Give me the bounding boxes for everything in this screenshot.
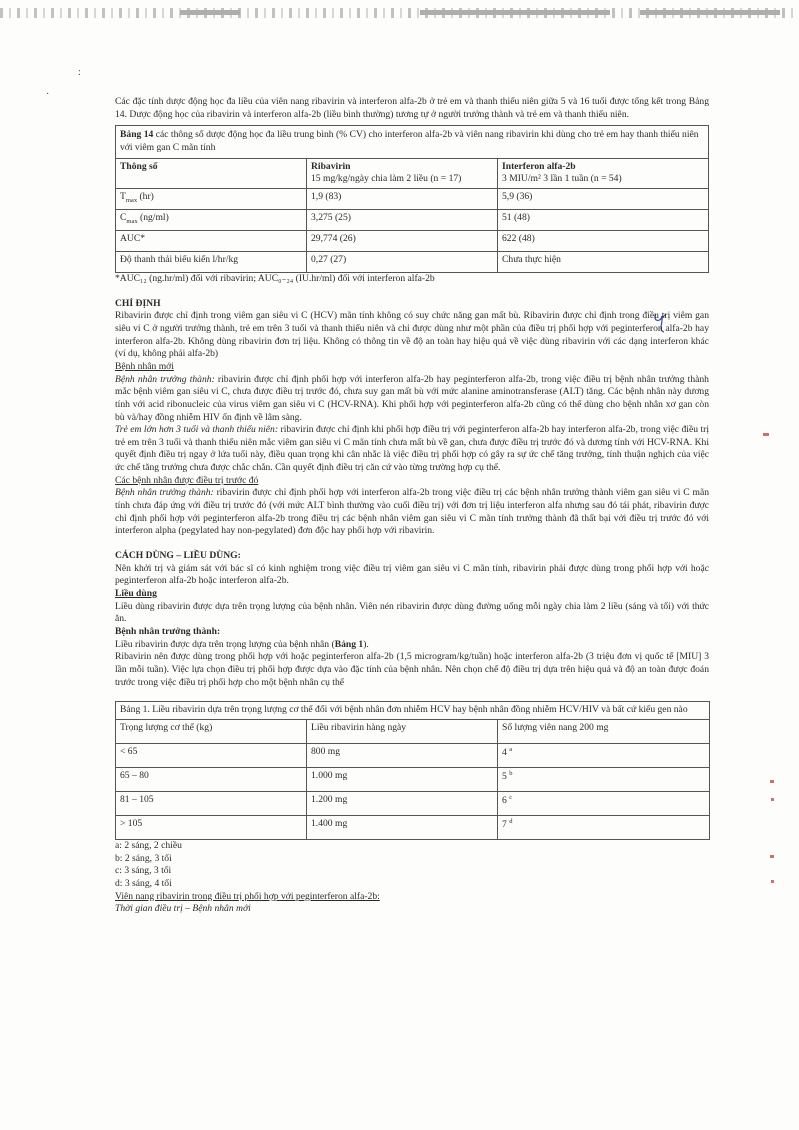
table-row: 65 – 80 1.000 mg 5 $^b$: [116, 767, 710, 791]
margin-mark: [763, 433, 769, 436]
paragraph: Bệnh nhân trưởng thành: ribavirin được chỉ định phối hợp với interferon alfa-2b trong việc điều trị các bệnh nhân trưởng thành viêm gan siêu vi C mãn tính chưa đáp ứng với điều trị trước đó (với mức ALT bình thường vào cuối điều trị) với đơn trị liệu interferon alfa nhưng sau đó tái phát, ribavirin được chỉ định phối hợp với peginterferon alfa-2b trong điều trị các bệnh nhân viêm gan siêu vi C mãn tính trưởng thành đã thất bại với điều trị trước đó với interferon alpha (pegylated hay non-pegylated) đơn độc hay phối hợp với ribavirin.: [115, 487, 709, 537]
table-1-note: a: 2 sáng, 2 chiều: [115, 839, 182, 851]
table-1-note: b: 2 sáng, 3 tối: [115, 852, 172, 864]
subheading: Bệnh nhân trưởng thành:: [115, 626, 221, 637]
subheading: Bệnh nhân mới: [115, 360, 174, 372]
scan-speck: :: [78, 67, 81, 78]
table-row: > 105 1.400 mg 7 $^d$: [116, 815, 710, 839]
scan-artifact-top: [0, 8, 799, 18]
paragraph: Ribavirin được chỉ định trong viêm gan siêu vi C (HCV) mãn tính không có suy chức năng gan mất bù. Ribavirin được chỉ định trong điều trị viêm gan siêu vi C ở người trưởng thành, trẻ em trên 3 tuổi và thanh thiếu niên và chỉ được dùng như một phần của điều trị phối hợp với peginterferon alfa-2b hay interferon alfa-2b. Không dùng ribavirin đơn trị liệu. Không có thông tin về độ an toàn hay hiệu quả về việc dùng ribavirin với các dạng interferon khác (ví dụ, không phải alfa-2b): [115, 310, 709, 360]
table-1: [115, 701, 710, 840]
scan-speck: ·: [46, 89, 50, 100]
table-1-note: c: 3 sáng, 3 tối: [115, 865, 172, 877]
subheading: Liều dùng: [115, 588, 157, 600]
document-page: [115, 96, 709, 916]
margin-mark: [771, 798, 774, 801]
table-14: [115, 125, 709, 273]
paragraph: Liều dùng ribavirin được dựa trên trọng lượng của bệnh nhân. Viên nén ribavirin được dùng đường uống mỗi ngày chia làm 2 liều (sáng và tối) với thức ăn.: [115, 600, 709, 625]
section-heading-chi-dinh: CHỈ ĐỊNH: [115, 297, 161, 309]
table-1-header: Liều ribavirin hàng ngày: [307, 719, 498, 743]
table-1-note: d: 3 sáng, 4 tối: [115, 877, 172, 889]
table-row: 81 – 105 1.200 mg 6 $^c$: [116, 791, 710, 815]
table-14-footnote: *AUC₁₂ (ng.hr/ml) đối với ribavirin; AUC₀₋₂₄ (IU.hr/ml) đối với interferon alfa-2b: [115, 272, 435, 284]
table-row: AUC* 29,774 (26) 622 (48): [116, 230, 709, 251]
table-row: < 65 800 mg 4 $^a$: [116, 743, 710, 767]
subheading: Thời gian điều trị – Bệnh nhân mới: [115, 903, 251, 915]
table-14-caption: Bảng 14 các thông số dược động học đa liều trung bình (% CV) cho interferon alfa-2b và viên nang ribavirin khi dùng cho trẻ em hay thanh thiếu niên với viêm gan C mãn tính: [116, 126, 709, 158]
subheading: Các bệnh nhân được điều trị trước đó: [115, 474, 259, 486]
table-1-caption: Bảng 1. Liều ribavirin dựa trên trọng lượng cơ thể đối với bệnh nhân đơn nhiễm HCV hay bệnh nhân đồng nhiễm HCV/HIV và bất cứ kiểu gen nào: [116, 702, 710, 720]
table-1-header: Số lượng viên nang 200 mg: [498, 719, 710, 743]
paragraph: Ribavirin nên được dùng trong phối hợp với hoặc peginterferon alfa-2b (1,5 microgram/kg/tuần) hoặc interferon alfa-2b (3 triệu đơn vị quốc tế [MIU] 3 lần mỗi tuần). Việc lựa chọn điều trị phối hợp được dựa vào đặc tính của bệnh nhân. Nên chọn chế độ điều trị dựa trên hiệu quả và độ an toàn được đoán trước trong việc điều trị phối hợp cho một bệnh nhân cụ thể: [115, 651, 709, 688]
intro-paragraph: Các đặc tính dược động học đa liều của viên nang ribavirin và interferon alfa-2b ở trẻ em và thanh thiếu niên giữa 5 và 16 tuổi được tổng kết trong Bảng 14. Dược động học của ribavirin và interferon alfa-2b (liều bình thường) tương tự ở người trưởng thành và trẻ em và thanh thiếu niên.: [115, 96, 709, 120]
table-14-header-interferon: Interferon alfa-2b 3 MIU/m² 3 lần 1 tuần (n = 54): [498, 158, 709, 188]
paragraph: Bệnh nhân trưởng thành: ribavirin được chỉ định phối hợp với interferon alfa-2b hay peginterferon alfa-2b, trong việc điều trị bệnh nhân trưởng thành mắc bệnh viêm gan siêu vi C, chưa được điều trị trước đó, chưa suy gan mất bù với mức alanine aminotransferase (ALT) tăng. Các bệnh nhân này dương tính với acid ribonucleic của virus viêm gan siêu vi C (HCV-RNA). Khi phối hợp với peginterferon alfa-2b cũng có thể dùng cho bệnh nhân xơ gan còn bù và/hay đồng nhiễm HIV ổn định về lâm sàng.: [115, 373, 709, 423]
table-14-header-param: Thông số: [116, 158, 307, 188]
margin-mark: [770, 780, 774, 783]
subheading: Viên nang ribavirin trong điều trị phối hợp với peginterferon alfa-2b:: [115, 890, 380, 902]
paragraph: Liều ribavirin được dựa trên trọng lượng của bệnh nhân (Bảng 1).: [115, 638, 369, 650]
margin-mark: [770, 855, 774, 858]
paragraph: Trẻ em lớn hơn 3 tuổi và thanh thiếu niên: ribavirin được chỉ định khi phối hợp điều trị với peginterferon alfa-2b hay interferon alfa-2b, trong việc điều trị trẻ em trên 3 tuổi và thanh thiếu niên mắc viêm gan siêu vi C mãn tính chưa mất bù về gan, chưa được điều trị trước đó và dương tính với HCV-RNA. Khi quyết định điều trị ngay ở lứa tuổi này, điều quan trọng khi cân nhắc là việc điều trị phối hợp có gây ra sự ức chế tăng trưởng, tính thuận nghịch của việc ức chế tăng trưởng chưa được chắc chắn. Cần quyết định điều trị căn cứ vào từng trường hợp cụ thể.: [115, 424, 709, 474]
paragraph: Nên khởi trị và giám sát với bác sĩ có kinh nghiệm trong việc điều trị viêm gan siêu vi C mãn tính, ribavirin phải được dùng trong phối hợp với hoặc peginterferon alfa-2b hoặc interferon alfa-2b.: [115, 562, 709, 587]
table-14-header-ribavirin: Ribavirin 15 mg/kg/ngày chia làm 2 liều (n = 17): [307, 158, 498, 188]
table-row: Độ thanh thải biểu kiến l/hr/kg 0,27 (27) Chưa thực hiện: [116, 251, 709, 272]
table-row: $T_{max}$ (hr) 1,9 (83) 5,9 (36): [116, 188, 709, 209]
section-heading-cach-dung: CÁCH DÙNG – LIỀU DÙNG:: [115, 550, 241, 562]
margin-mark: [771, 880, 774, 883]
table-row: $C_{max}$ (ng/ml) 3,275 (25) 51 (48): [116, 209, 709, 230]
table-1-header: Trọng lượng cơ thể (kg): [116, 719, 307, 743]
